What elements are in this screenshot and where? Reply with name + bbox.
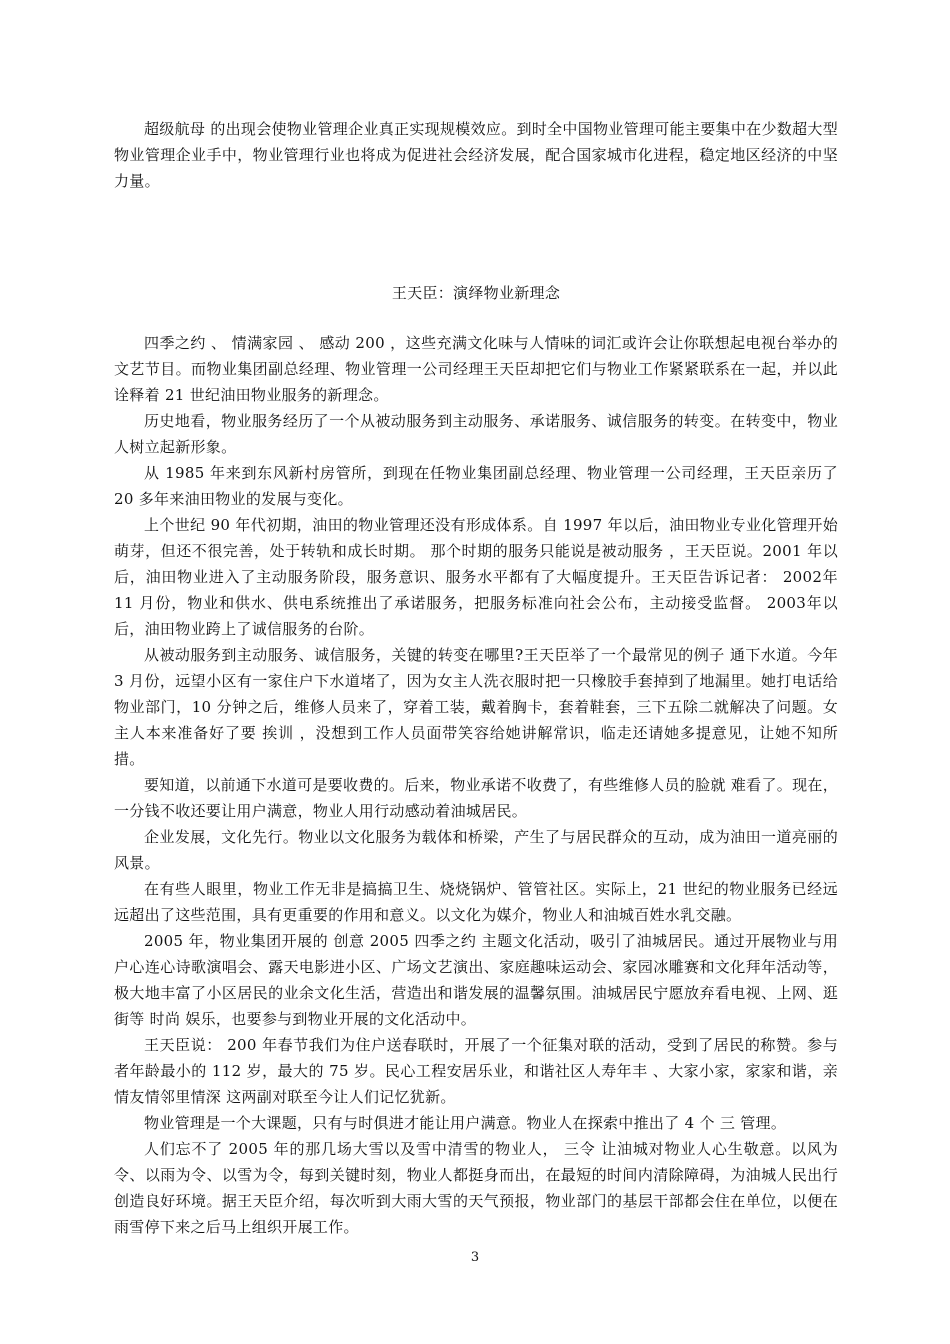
page-number: 3 <box>470 1250 480 1265</box>
body-paragraph: 2005 年，物业集团开展的 创意 2005 四季之约 主题文化活动，吸引了油城居民。通过开展物业与用户心连心诗歌演唱会、露天电影进小区、广场文艺演出、家庭趣味运动会、家园冰雕赛和文化拜年活动等，极大地丰富了小区居民的业余文化生活，营造出和谐发展的温馨氛围。油城居民宁愿放弃看电视、上网、逛街等 时尚 娱乐，也要参与到物业开展的文化活动中。 <box>114 932 838 1028</box>
body-paragraph: 人们忘不了 2005 年的那几场大雪以及雪中清雪的物业人， 三令 让油城对物业人心生敬意。以风为令、以雨为令、以雪为令，每到关键时刻，物业人都挺身而出，在最短的时间内清除障碍，为油城人民出行创造良好环境。据王天臣介绍，每次听到大雨大雪的天气预报，物业部门的基层干部都会住在单位，以便在雨雪停下来之后马上组织开展工作。 <box>114 1140 838 1236</box>
body-paragraph: 从被动服务到主动服务、诚信服务，关键的转变在哪里?王天臣举了一个最常见的例子 通下水道。今年 3 月份，远望小区有一家住户下水道堵了，因为女主人洗衣服时把一只橡胶手套掉到了地漏里。她打电话给物业部门，10 分钟之后，维修人员来了，穿着工装，戴着胸卡，套着鞋套，三下五除二就解决了问题。女主人本来准备好了要 挨训 ，没想到工作人员面带笑容给她讲解常识，临走还请她多提意见，让她不知所措。 <box>114 646 838 768</box>
body-paragraph: 四季之约 、 情满家园 、 感动 200 ，这些充满文化味与人情味的词汇或许会让你联想起电视台举办的文艺节目。而物业集团副总经理、物业管理一公司经理王天臣却把它们与物业工作紧紧联系在一起，并以此诠释着 21 世纪油田物业服务的新理念。 <box>114 334 838 404</box>
body-paragraph: 在有些人眼里，物业工作无非是搞搞卫生、烧烧锅炉、管管社区。实际上，21 世纪的物业服务已经远远超出了这些范围，具有更重要的作用和意义。以文化为媒介，物业人和油城百姓水乳交融。 <box>114 880 838 924</box>
body-paragraph: 物业管理是一个大课题，只有与时俱进才能让用户满意。物业人在探索中推出了 4 个 三 管理。 <box>144 1114 787 1132</box>
body-paragraph: 从 1985 年来到东风新村房管所，到现在任物业集团副总经理、物业管理一公司经理，王天臣亲历了 20 多年来油田物业的发展与变化。 <box>114 464 838 508</box>
body-paragraph: 上个世纪 90 年代初期，油田的物业管理还没有形成体系。自 1997 年以后，油田物业专业化管理开始萌芽，但还不很完善，处于转轨和成长时期。 那个时期的服务只能说是被动服务 ，王天臣说。2001 年以后，油田物业进入了主动服务阶段，服务意识、服务水平都有了大幅度提升。王天臣告诉记者： 2002年 11 月份，物业和供水、供电系统推出了承诺服务，把服务标准向社会公布，主动接受监督。 2003年以后，油田物业跨上了诚信服务的台阶。 <box>114 516 838 638</box>
intro-paragraph: 超级航母 的出现会使物业管理企业真正实现规模效应。到时全中国物业管理可能主要集中在少数超大型物业管理企业手中，物业管理行业也将成为促进社会经济发展，配合国家城市化进程，稳定地区经济的中坚力量。 <box>114 120 838 190</box>
body-paragraph: 企业发展，文化先行。物业以文化服务为载体和桥梁，产生了与居民群众的互动，成为油田一道亮丽的风景。 <box>114 828 838 872</box>
article-title: 王天臣：演绎物业新理念 <box>391 284 561 302</box>
page-content <box>114 116 838 1240</box>
body-paragraph: 要知道，以前通下水道可是要收费的。后来，物业承诺不收费了，有些维修人员的脸就 难看了。现在，一分钱不收还要让用户满意，物业人用行动感动着油城居民。 <box>114 776 838 820</box>
body-paragraph: 王天臣说： 200 年春节我们为住户送春联时，开展了一个征集对联的活动，受到了居民的称赞。参与者年龄最小的 112 岁，最大的 75 岁。民心工程安居乐业，和谐社区人寿年丰 、大家小家，家家和谐，亲情友情邻里情深 这两副对联至今让人们记忆犹新。 <box>114 1036 838 1106</box>
body-paragraph: 历史地看，物业服务经历了一个从被动服务到主动服务、承诺服务、诚信服务的转变。在转变中，物业人树立起新形象。 <box>114 412 838 456</box>
